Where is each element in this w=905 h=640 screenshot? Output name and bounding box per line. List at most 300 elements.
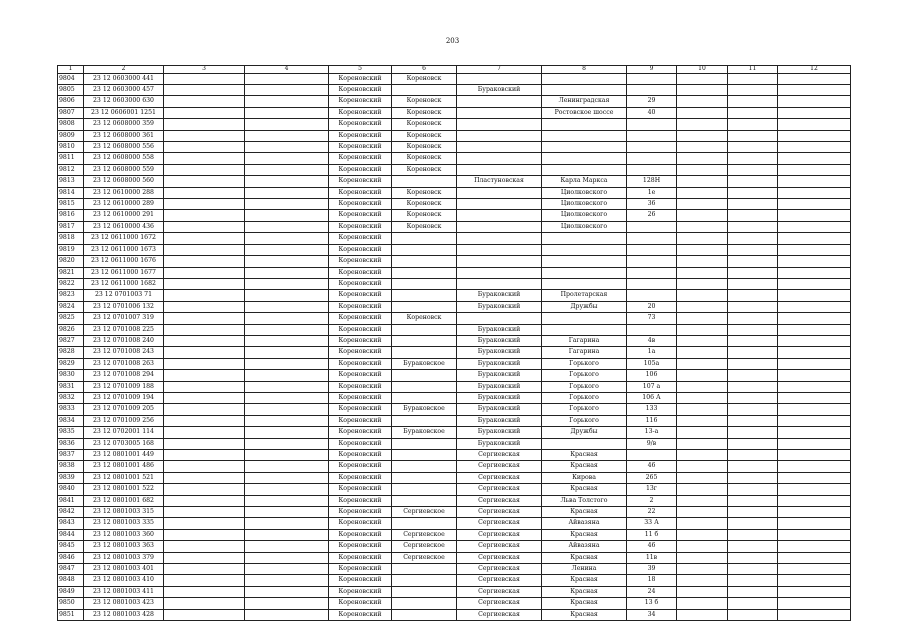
table-cell: 9/в — [627, 438, 677, 449]
table-cell — [677, 461, 728, 472]
table-cell — [778, 404, 851, 415]
table-cell: Бураковский — [457, 301, 542, 312]
table-cell: Красная — [542, 552, 627, 563]
table-cell: 26 — [627, 210, 677, 221]
table-cell — [677, 609, 728, 620]
table-cell: Кореновский — [329, 96, 392, 107]
table-cell: Кореновский — [329, 598, 392, 609]
table-cell — [245, 176, 329, 187]
table-cell: Кореновск — [392, 313, 457, 324]
table-cell — [245, 484, 329, 495]
table-cell — [677, 153, 728, 164]
table-cell: Ростовское шоссе — [542, 107, 627, 118]
table-cell — [457, 142, 542, 153]
table-cell: 23 12 0611000 1676 — [84, 256, 164, 267]
table-cell — [245, 244, 329, 255]
table-cell — [457, 267, 542, 278]
table-cell — [392, 575, 457, 586]
table-cell — [164, 119, 245, 130]
table-cell — [245, 507, 329, 518]
table-cell — [778, 438, 851, 449]
column-header-10: 10 — [677, 66, 728, 74]
table-cell: 9830 — [58, 370, 84, 381]
table-cell — [392, 495, 457, 506]
table-cell: 9827 — [58, 335, 84, 346]
table-cell — [728, 233, 778, 244]
table-cell: 13г — [627, 484, 677, 495]
table-cell: Кореновский — [329, 221, 392, 232]
table-cell — [245, 347, 329, 358]
table-cell — [245, 495, 329, 506]
table-cell — [677, 85, 728, 96]
table-cell: Кореновск — [392, 107, 457, 118]
table-cell — [245, 472, 329, 483]
table-cell: Кореновский — [329, 484, 392, 495]
table-cell: Кореновский — [329, 256, 392, 267]
table-cell: Ленина — [542, 564, 627, 575]
table-cell — [728, 507, 778, 518]
table-cell — [542, 324, 627, 335]
table-cell — [164, 609, 245, 620]
table-cell — [778, 370, 851, 381]
table-row — [58, 472, 851, 483]
table-cell — [542, 85, 627, 96]
table-cell — [728, 187, 778, 198]
table-cell: 23 12 0801003 423 — [84, 598, 164, 609]
table-cell: Бураковский — [457, 404, 542, 415]
table-cell — [728, 130, 778, 141]
table-cell: 9807 — [58, 107, 84, 118]
table-cell: Бураковский — [457, 415, 542, 426]
table-cell — [728, 427, 778, 438]
column-header-2: 2 — [84, 66, 164, 74]
table-cell — [245, 552, 329, 563]
table-cell — [778, 495, 851, 506]
table-cell — [728, 461, 778, 472]
table-cell: 73 — [627, 313, 677, 324]
table-cell — [164, 107, 245, 118]
table-row — [58, 609, 851, 620]
table-cell — [778, 484, 851, 495]
table-cell — [778, 176, 851, 187]
table-row — [58, 415, 851, 426]
table-cell: 23 12 0610000 288 — [84, 187, 164, 198]
table-cell: 23 12 0701008 243 — [84, 347, 164, 358]
table-row — [58, 564, 851, 575]
table-cell: 9815 — [58, 199, 84, 210]
table-cell: 23 12 0701008 263 — [84, 358, 164, 369]
table-header — [58, 66, 851, 74]
table-cell — [542, 119, 627, 130]
table-cell — [245, 450, 329, 461]
table-cell — [627, 221, 677, 232]
table-cell: 133 — [627, 404, 677, 415]
table-row — [58, 278, 851, 289]
table-cell: Ленинградская — [542, 96, 627, 107]
table-cell — [245, 210, 329, 221]
table-cell: 9805 — [58, 85, 84, 96]
table-row — [58, 598, 851, 609]
table-cell — [392, 598, 457, 609]
table-body — [58, 73, 851, 621]
table-cell: Красная — [542, 529, 627, 540]
table-cell — [728, 552, 778, 563]
table-cell — [245, 415, 329, 426]
table-cell — [392, 324, 457, 335]
table-row — [58, 575, 851, 586]
table-cell — [778, 450, 851, 461]
table-cell — [778, 244, 851, 255]
table-cell: Сергиевское — [392, 529, 457, 540]
table-cell: 23 12 0801001 521 — [84, 472, 164, 483]
table-cell: 23 12 0603000 441 — [84, 73, 164, 84]
table-row — [58, 301, 851, 312]
table-cell: 9817 — [58, 221, 84, 232]
table-cell — [728, 415, 778, 426]
table-cell — [677, 233, 728, 244]
table-cell — [778, 221, 851, 232]
table-cell — [245, 119, 329, 130]
table-cell: 9843 — [58, 518, 84, 529]
table-cell: 9812 — [58, 164, 84, 175]
table-cell: Бураковское — [392, 427, 457, 438]
table-cell: 9820 — [58, 256, 84, 267]
table-cell — [245, 290, 329, 301]
table-cell: 18 — [627, 575, 677, 586]
table-cell — [245, 324, 329, 335]
table-cell — [728, 199, 778, 210]
table-cell — [728, 450, 778, 461]
table-cell — [542, 73, 627, 84]
table-cell: 23 12 0702001 114 — [84, 427, 164, 438]
table-cell — [245, 73, 329, 84]
table-cell — [542, 267, 627, 278]
table-cell — [392, 267, 457, 278]
table-cell — [778, 313, 851, 324]
table-cell — [778, 130, 851, 141]
table-cell — [677, 176, 728, 187]
column-header-4: 4 — [245, 66, 329, 74]
table-cell — [778, 358, 851, 369]
table-cell — [778, 609, 851, 620]
table-cell — [245, 267, 329, 278]
table-cell — [164, 472, 245, 483]
table-cell — [778, 427, 851, 438]
page-number: 203 — [445, 37, 460, 45]
column-header-8: 8 — [542, 66, 627, 74]
table-cell: Кореновский — [329, 370, 392, 381]
table-cell — [778, 233, 851, 244]
table-cell: 106 А — [627, 392, 677, 403]
table-cell — [778, 598, 851, 609]
table-cell: 9804 — [58, 73, 84, 84]
table-cell: Кореновск — [392, 73, 457, 84]
table-cell — [677, 529, 728, 540]
table-cell: Сергиевская — [457, 461, 542, 472]
table-cell: 23 12 0608000 559 — [84, 164, 164, 175]
table-cell: Бураковский — [457, 438, 542, 449]
table-cell: Красная — [542, 507, 627, 518]
table-cell — [164, 278, 245, 289]
table-cell: Циолковского — [542, 210, 627, 221]
table-cell: 9849 — [58, 586, 84, 597]
table-row — [58, 244, 851, 255]
table-cell: 23 12 0701008 294 — [84, 370, 164, 381]
table-cell — [778, 392, 851, 403]
column-header-3: 3 — [164, 66, 245, 74]
table-row — [58, 404, 851, 415]
table-cell: Кореновск — [392, 187, 457, 198]
table-cell — [245, 461, 329, 472]
table-row — [58, 290, 851, 301]
table-cell: 9806 — [58, 96, 84, 107]
table-cell — [677, 301, 728, 312]
table-cell — [245, 427, 329, 438]
table-cell — [542, 153, 627, 164]
table-cell — [728, 495, 778, 506]
table-cell — [392, 85, 457, 96]
table-row — [58, 358, 851, 369]
table-cell — [392, 381, 457, 392]
table-cell: Кореновский — [329, 119, 392, 130]
table-cell — [457, 187, 542, 198]
table-cell: 9816 — [58, 210, 84, 221]
table-cell — [677, 575, 728, 586]
table-cell: Кореновский — [329, 404, 392, 415]
table-cell: 23 12 0608000 361 — [84, 130, 164, 141]
table-cell — [778, 564, 851, 575]
table-cell: Бураковское — [392, 404, 457, 415]
table-cell: 23 12 0701009 205 — [84, 404, 164, 415]
table-cell — [457, 164, 542, 175]
table-cell: 24 — [627, 586, 677, 597]
table-cell: 39 — [627, 564, 677, 575]
table-cell: 116 — [627, 415, 677, 426]
table-cell — [164, 73, 245, 84]
table-cell: 23 12 0608000 359 — [84, 119, 164, 130]
table-cell — [627, 73, 677, 84]
table-cell: Кореновский — [329, 187, 392, 198]
table-cell: 9845 — [58, 541, 84, 552]
table-cell — [677, 358, 728, 369]
table-row — [58, 85, 851, 96]
table-cell — [245, 130, 329, 141]
table-row — [58, 73, 851, 84]
table-cell — [778, 575, 851, 586]
table-cell: Льва Толстого — [542, 495, 627, 506]
table-cell — [164, 427, 245, 438]
table-cell — [457, 107, 542, 118]
table-cell — [778, 73, 851, 84]
table-cell: Кореновский — [329, 233, 392, 244]
table-cell: 23 12 0701007 319 — [84, 313, 164, 324]
table-cell — [728, 301, 778, 312]
table-cell — [677, 73, 728, 84]
table-cell: 9822 — [58, 278, 84, 289]
table-row — [58, 529, 851, 540]
table-cell — [457, 221, 542, 232]
table-cell — [677, 199, 728, 210]
table-cell: 9808 — [58, 119, 84, 130]
table-cell — [778, 164, 851, 175]
table-cell: 9851 — [58, 609, 84, 620]
register-table — [57, 65, 851, 621]
table-cell — [164, 518, 245, 529]
table-cell — [245, 199, 329, 210]
table-cell: Кореновский — [329, 142, 392, 153]
table-cell: 23 12 0703005 168 — [84, 438, 164, 449]
table-cell: 34 — [627, 609, 677, 620]
table-cell: 9848 — [58, 575, 84, 586]
table-cell — [627, 290, 677, 301]
table-cell: Бураковский — [457, 370, 542, 381]
table-cell — [728, 142, 778, 153]
table-cell — [245, 153, 329, 164]
table-cell: 23 12 0611000 1682 — [84, 278, 164, 289]
table-cell — [677, 244, 728, 255]
table-cell: 13 б — [627, 598, 677, 609]
table-cell — [728, 324, 778, 335]
table-cell — [677, 415, 728, 426]
table-cell — [164, 199, 245, 210]
table-cell: Кореновский — [329, 73, 392, 84]
table-cell — [457, 233, 542, 244]
table-cell — [457, 130, 542, 141]
table-cell — [164, 438, 245, 449]
table-cell: 9834 — [58, 415, 84, 426]
table-cell — [778, 301, 851, 312]
table-cell — [392, 415, 457, 426]
table-cell — [677, 552, 728, 563]
table-cell — [164, 404, 245, 415]
table-cell: 9850 — [58, 598, 84, 609]
table-cell: 46 — [627, 461, 677, 472]
table-cell — [627, 450, 677, 461]
table-cell — [245, 370, 329, 381]
table-cell — [627, 256, 677, 267]
table-cell: Циолковского — [542, 199, 627, 210]
table-cell — [457, 256, 542, 267]
table-cell: 9814 — [58, 187, 84, 198]
table-cell: Гагарина — [542, 335, 627, 346]
table-cell: 1а — [627, 347, 677, 358]
table-cell — [677, 313, 728, 324]
table-cell — [542, 438, 627, 449]
table-cell — [245, 335, 329, 346]
table-cell — [164, 233, 245, 244]
table-row — [58, 313, 851, 324]
table-cell — [245, 85, 329, 96]
table-cell: Кореновский — [329, 85, 392, 96]
table-cell — [627, 85, 677, 96]
table-cell — [392, 290, 457, 301]
table-cell — [392, 347, 457, 358]
table-cell: 9842 — [58, 507, 84, 518]
table-cell — [677, 347, 728, 358]
table-cell: 23 12 0611000 1673 — [84, 244, 164, 255]
table-cell: Кореновский — [329, 199, 392, 210]
table-cell — [677, 370, 728, 381]
table-row — [58, 210, 851, 221]
table-cell — [778, 347, 851, 358]
table-cell — [677, 450, 728, 461]
table-cell — [677, 586, 728, 597]
table-cell — [728, 107, 778, 118]
table-cell — [245, 564, 329, 575]
table-cell: Красная — [542, 598, 627, 609]
table-cell: 9825 — [58, 313, 84, 324]
table-cell: Сергиевское — [392, 552, 457, 563]
table-cell — [677, 427, 728, 438]
table-cell — [392, 472, 457, 483]
table-cell — [392, 450, 457, 461]
table-cell: 9832 — [58, 392, 84, 403]
table-cell: 23 12 0610000 291 — [84, 210, 164, 221]
table-row — [58, 130, 851, 141]
table-cell: 9811 — [58, 153, 84, 164]
table-cell: 9818 — [58, 233, 84, 244]
table-cell: Кореновский — [329, 564, 392, 575]
table-cell — [542, 164, 627, 175]
table-cell — [164, 381, 245, 392]
table-cell — [778, 472, 851, 483]
table-row — [58, 552, 851, 563]
table-cell: Сергиевская — [457, 598, 542, 609]
table-cell: 23 12 0608000 558 — [84, 153, 164, 164]
table-cell: 23 12 0801001 449 — [84, 450, 164, 461]
table-cell — [392, 609, 457, 620]
table-cell — [392, 335, 457, 346]
table-cell: 23 12 0701009 194 — [84, 392, 164, 403]
table-cell — [542, 313, 627, 324]
table-cell — [677, 518, 728, 529]
table-cell: 23 12 0801003 401 — [84, 564, 164, 575]
table-cell: Кореновский — [329, 324, 392, 335]
table-cell: Кореновский — [329, 358, 392, 369]
table-cell — [164, 461, 245, 472]
table-cell — [677, 142, 728, 153]
table-cell: Горького — [542, 415, 627, 426]
table-cell: Кореновский — [329, 244, 392, 255]
table-cell: Красная — [542, 484, 627, 495]
table-row — [58, 484, 851, 495]
table-cell — [728, 290, 778, 301]
table-cell — [164, 187, 245, 198]
table-cell — [245, 575, 329, 586]
table-cell: Кореновск — [392, 119, 457, 130]
table-cell — [728, 221, 778, 232]
table-cell — [164, 335, 245, 346]
table-cell — [457, 199, 542, 210]
table-cell — [627, 278, 677, 289]
table-cell: Бураковское — [392, 358, 457, 369]
table-cell — [392, 176, 457, 187]
table-cell — [164, 301, 245, 312]
table-cell — [677, 267, 728, 278]
table-cell: Сергиевская — [457, 564, 542, 575]
table-cell — [164, 370, 245, 381]
table-row — [58, 267, 851, 278]
table-cell: 106 — [627, 370, 677, 381]
table-cell — [245, 278, 329, 289]
table-cell: Дружбы — [542, 427, 627, 438]
table-cell — [245, 358, 329, 369]
table-cell: 23 12 0701003 71 — [84, 290, 164, 301]
table-cell — [164, 256, 245, 267]
table-cell — [728, 85, 778, 96]
table-cell: Кореновск — [392, 142, 457, 153]
table-cell: Кореновский — [329, 438, 392, 449]
